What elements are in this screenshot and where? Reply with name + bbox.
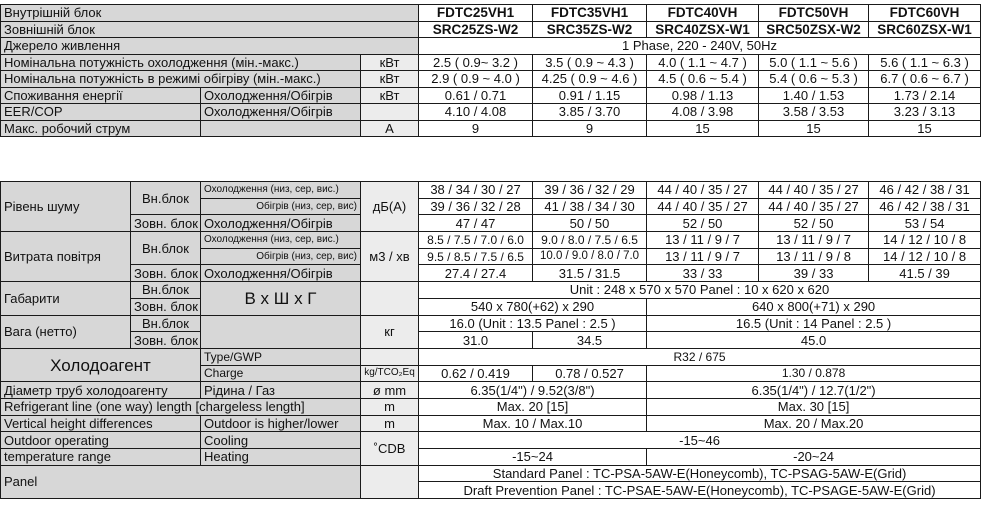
value-cell: -15~46 xyxy=(419,432,981,449)
value-cell: Draft Prevention Panel : TC-PSAE-5AW-E(Honeycomb), TC-PSAGE-5AW-E(Grid) xyxy=(419,482,981,499)
value-cell: 50 / 50 xyxy=(533,215,647,232)
mode-label: Обігрів (низ, сер, вис) xyxy=(201,198,361,215)
model-cell: FDTC50VH xyxy=(759,5,869,22)
value-cell: -20~24 xyxy=(647,449,981,466)
row-label: Габарити xyxy=(1,282,131,315)
mode-label: Охолодження/Обігрів xyxy=(201,104,361,121)
value-cell: 15 xyxy=(759,120,869,137)
mode-label xyxy=(201,120,361,137)
weight-indoor-row xyxy=(1,315,981,332)
unit-cell: дБ(А) xyxy=(361,182,419,232)
dimensions-outdoor-row xyxy=(1,298,981,315)
row-label: Холодоагент xyxy=(1,348,201,381)
row-label: Джерело живлення xyxy=(1,38,419,55)
model-cell: FDTC40VH xyxy=(647,5,759,22)
value-cell: 4.0 ( 1.1 ~ 4.7 ) xyxy=(647,54,759,71)
value-cell: 16.5 (Unit : 14 Panel : 2.5 ) xyxy=(647,315,981,332)
unit-cell: кВт xyxy=(361,87,419,104)
value-cell: 39 / 36 / 32 / 28 xyxy=(419,198,533,215)
value-cell: Max. 20 / Max.20 xyxy=(647,415,981,432)
value-cell: 8.5 / 7.5 / 7.0 / 6.0 xyxy=(419,232,533,249)
mode-label: Рідина / Газ xyxy=(201,382,361,399)
mode-label: Charge xyxy=(201,365,361,382)
model-cell: SRC60ZSX-W1 xyxy=(869,21,981,38)
row-label: Panel xyxy=(1,465,361,498)
model-cell: SRC25ZS-W2 xyxy=(419,21,533,38)
power-consumption-row xyxy=(1,87,981,104)
value-cell: 13 / 11 / 9 / 7 xyxy=(647,248,759,265)
value-cell: Max. 10 / Max.10 xyxy=(419,415,647,432)
unit-cell: ø mm xyxy=(361,382,419,399)
unit-cell: кВт xyxy=(361,71,419,88)
airflow-cool-row xyxy=(1,232,981,249)
value-cell: 31.5 / 31.5 xyxy=(533,265,647,282)
cooling-capacity-row xyxy=(1,54,981,71)
value-cell: 4.10 / 4.08 xyxy=(419,104,533,121)
value-cell: 5.6 ( 1.1 ~ 6.3 ) xyxy=(869,54,981,71)
value-cell: 27.4 / 27.4 xyxy=(419,265,533,282)
dimensions-indoor-row xyxy=(1,282,981,299)
outdoor-model-row xyxy=(1,21,981,38)
row-label: Refrigerant line (one way) length [chargeless length] xyxy=(1,398,361,415)
noise-outdoor-row xyxy=(1,215,981,232)
outdoor-label: Зовн. блок xyxy=(131,265,201,282)
value-cell: 39 / 36 / 32 / 29 xyxy=(533,182,647,199)
outdoor-temp-heating-row xyxy=(1,449,981,466)
mode-label: Охолодження/Обігрів xyxy=(201,265,361,282)
row-label: Зовнішній блок xyxy=(1,21,419,38)
value-cell: 53 / 54 xyxy=(869,215,981,232)
row-label: EER/COP xyxy=(1,104,201,121)
panel-standard-row xyxy=(1,465,981,482)
value-cell: 13 / 11 / 9 / 8 xyxy=(759,248,869,265)
value-cell: 1.40 / 1.53 xyxy=(759,87,869,104)
model-cell: SRC35ZS-W2 xyxy=(533,21,647,38)
mode-label: Охолодження (низ, сер, вис.) xyxy=(201,232,361,249)
mode-label: Обігрів (низ, сер, вис) xyxy=(201,248,361,265)
mode-label: Heating xyxy=(201,449,361,466)
value-cell: Standard Panel : TC-PSA-5AW-E(Honeycomb), TC-PSAG-5AW-E(Grid) xyxy=(419,465,981,482)
value-cell: 3.23 / 3.13 xyxy=(869,104,981,121)
value-cell: 44 / 40 / 35 / 27 xyxy=(759,198,869,215)
unit-cell xyxy=(361,465,419,498)
row-label: Діаметр труб холодоагенту xyxy=(1,382,201,399)
value-cell: 4.5 ( 0.6 ~ 5.4 ) xyxy=(647,71,759,88)
outdoor-label: Зовн. блок xyxy=(131,298,201,315)
row-label: Витрата повітря xyxy=(1,232,131,282)
airflow-outdoor-row xyxy=(1,265,981,282)
value-cell: 14 / 12 / 10 / 8 xyxy=(869,248,981,265)
value-cell: 9.0 / 8.0 / 7.5 / 6.5 xyxy=(533,232,647,249)
value-cell: 3.5 ( 0.9 ~ 4.3 ) xyxy=(533,54,647,71)
value-cell: 16.0 (Unit : 13.5 Panel : 2.5 ) xyxy=(419,315,647,332)
unit-cell: м3 / хв xyxy=(361,232,419,282)
value-cell: 46 / 42 / 38 / 31 xyxy=(869,198,981,215)
value-cell: 15 xyxy=(647,120,759,137)
row-label-line1: Outdoor operating xyxy=(1,432,201,449)
model-cell: FDTC35VH1 xyxy=(533,5,647,22)
unit-cell: kg/TCO₂Eq xyxy=(361,365,419,382)
value-cell: 5.4 ( 0.6 ~ 5.3 ) xyxy=(759,71,869,88)
unit-cell: кВт xyxy=(361,54,419,71)
mode-label: Outdoor is higher/lower xyxy=(201,415,361,432)
value-cell: 3.58 / 3.53 xyxy=(759,104,869,121)
value-cell: 44 / 40 / 35 / 27 xyxy=(647,198,759,215)
value-cell: 3.85 / 3.70 xyxy=(533,104,647,121)
unit-cell: m xyxy=(361,415,419,432)
row-label: Номінальна потужність в режимі обігріву (мін.-макс.) xyxy=(1,71,361,88)
value-cell: 31.0 xyxy=(419,332,533,349)
value-cell: 41 / 38 / 34 / 30 xyxy=(533,198,647,215)
dimension-formula: В х Ш х Г xyxy=(201,282,361,315)
row-label: Макс. робочий струм xyxy=(1,120,201,137)
value-cell: 10.0 / 9.0 / 8.0 / 7.0 xyxy=(533,248,647,265)
unit-cell: m xyxy=(361,398,419,415)
indoor-label: Вн.блок xyxy=(131,282,201,299)
value-cell: 540 x 780(+62) x 290 xyxy=(419,298,647,315)
vertical-height-row xyxy=(1,415,981,432)
indoor-label: Вн.блок xyxy=(131,315,201,332)
model-cell: SRC50ZSX-W2 xyxy=(759,21,869,38)
row-label: Номінальна потужність охолодження (мін.-макс.) xyxy=(1,54,361,71)
value-cell: 0.98 / 1.13 xyxy=(647,87,759,104)
model-cell: SRC40ZSX-W1 xyxy=(647,21,759,38)
value-cell: 44 / 40 / 35 / 27 xyxy=(647,182,759,199)
unit-cell: ˚CDB xyxy=(361,432,419,465)
value-cell: 9 xyxy=(419,120,533,137)
row-label: Споживання енергії xyxy=(1,87,201,104)
pipe-diameter-row xyxy=(1,382,981,399)
refrigerant-type-row xyxy=(1,348,981,365)
value-cell: Unit : 248 x 570 x 570 Panel : 10 x 620 x 620 xyxy=(419,282,981,299)
spec-table-main xyxy=(0,4,981,137)
value-cell: 6.7 ( 0.6 ~ 6.7 ) xyxy=(869,71,981,88)
indoor-model-row xyxy=(1,5,981,22)
value-cell: 14 / 12 / 10 / 8 xyxy=(869,232,981,249)
power-supply-row xyxy=(1,38,981,55)
weight-outdoor-row xyxy=(1,332,981,349)
unit-cell: A xyxy=(361,120,419,137)
value-cell: Max. 20 [15] xyxy=(419,398,647,415)
model-cell: FDTC25VH1 xyxy=(419,5,533,22)
value-cell: 1 Phase, 220 - 240V, 50Hz xyxy=(419,38,981,55)
row-label: Внутрішній блок xyxy=(1,5,419,22)
value-cell: 13 / 11 / 9 / 7 xyxy=(647,232,759,249)
value-cell: 33 / 33 xyxy=(647,265,759,282)
outdoor-temp-cooling-row xyxy=(1,432,981,449)
model-cell: FDTC60VH xyxy=(869,5,981,22)
value-cell: 0.91 / 1.15 xyxy=(533,87,647,104)
value-cell: 39 / 33 xyxy=(759,265,869,282)
value-cell: 6.35(1/4") / 12.7(1/2") xyxy=(647,382,981,399)
value-cell: 9 xyxy=(533,120,647,137)
value-cell: 45.0 xyxy=(647,332,981,349)
value-cell: 5.0 ( 1.1 ~ 5.6 ) xyxy=(759,54,869,71)
value-cell: 6.35(1/4") / 9.52(3/8") xyxy=(419,382,647,399)
value-cell: 38 / 34 / 30 / 27 xyxy=(419,182,533,199)
value-cell: 1.73 / 2.14 xyxy=(869,87,981,104)
mode-label: Охолодження (низ, сер, вис.) xyxy=(201,182,361,199)
value-cell: 41.5 / 39 xyxy=(869,265,981,282)
value-cell: R32 / 675 xyxy=(419,348,981,365)
value-cell: 9.5 / 8.5 / 7.5 / 6.5 xyxy=(419,248,533,265)
value-cell: 0.61 / 0.71 xyxy=(419,87,533,104)
value-cell: 15 xyxy=(869,120,981,137)
indoor-label: Вн.блок xyxy=(131,232,201,265)
unit-cell xyxy=(361,104,419,121)
mode-label: Охолодження/Обігрів xyxy=(201,215,361,232)
mode-label: Охолодження/Обігрів xyxy=(201,87,361,104)
value-cell: 44 / 40 / 35 / 27 xyxy=(759,182,869,199)
unit-cell: кг xyxy=(361,315,419,348)
value-cell: 2.5 ( 0.9~ 3.2 ) xyxy=(419,54,533,71)
mode-label: Cooling xyxy=(201,432,361,449)
value-cell: 47 / 47 xyxy=(419,215,533,232)
eer-cop-row xyxy=(1,104,981,121)
row-label-line2: temperature range xyxy=(1,449,201,466)
heating-capacity-row xyxy=(1,71,981,88)
value-cell: 13 / 11 / 9 / 7 xyxy=(759,232,869,249)
value-cell: 1.30 / 0.878 xyxy=(647,365,981,382)
mode-label: Type/GWP xyxy=(201,348,361,365)
row-label: Vertical height differences xyxy=(1,415,201,432)
row-label: Вага (нетто) xyxy=(1,315,131,348)
value-cell: Max. 30 [15] xyxy=(647,398,981,415)
refrigerant-line-row xyxy=(1,398,981,415)
value-cell: 0.78 / 0.527 xyxy=(533,365,647,382)
value-cell: 46 / 42 / 38 / 31 xyxy=(869,182,981,199)
spec-table-details xyxy=(0,181,981,499)
value-cell: 640 x 800(+71) x 290 xyxy=(647,298,981,315)
value-cell: 2.9 ( 0.9 ~ 4.0 ) xyxy=(419,71,533,88)
value-cell: 52 / 50 xyxy=(647,215,759,232)
unit-cell xyxy=(361,348,419,365)
value-cell: 34.5 xyxy=(533,332,647,349)
value-cell: 0.62 / 0.419 xyxy=(419,365,533,382)
outdoor-label: Зовн. блок xyxy=(131,332,201,349)
mode-label xyxy=(201,315,361,348)
outdoor-label: Зовн. блок xyxy=(131,215,201,232)
value-cell: 4.25 ( 0.9 ~ 4.6 ) xyxy=(533,71,647,88)
value-cell: -15~24 xyxy=(419,449,647,466)
unit-cell xyxy=(361,282,419,315)
noise-cool-row xyxy=(1,182,981,199)
max-current-row xyxy=(1,120,981,137)
value-cell: 52 / 50 xyxy=(759,215,869,232)
indoor-label: Вн.блок xyxy=(131,182,201,215)
value-cell: 4.08 / 3.98 xyxy=(647,104,759,121)
row-label: Рівень шуму xyxy=(1,182,131,232)
